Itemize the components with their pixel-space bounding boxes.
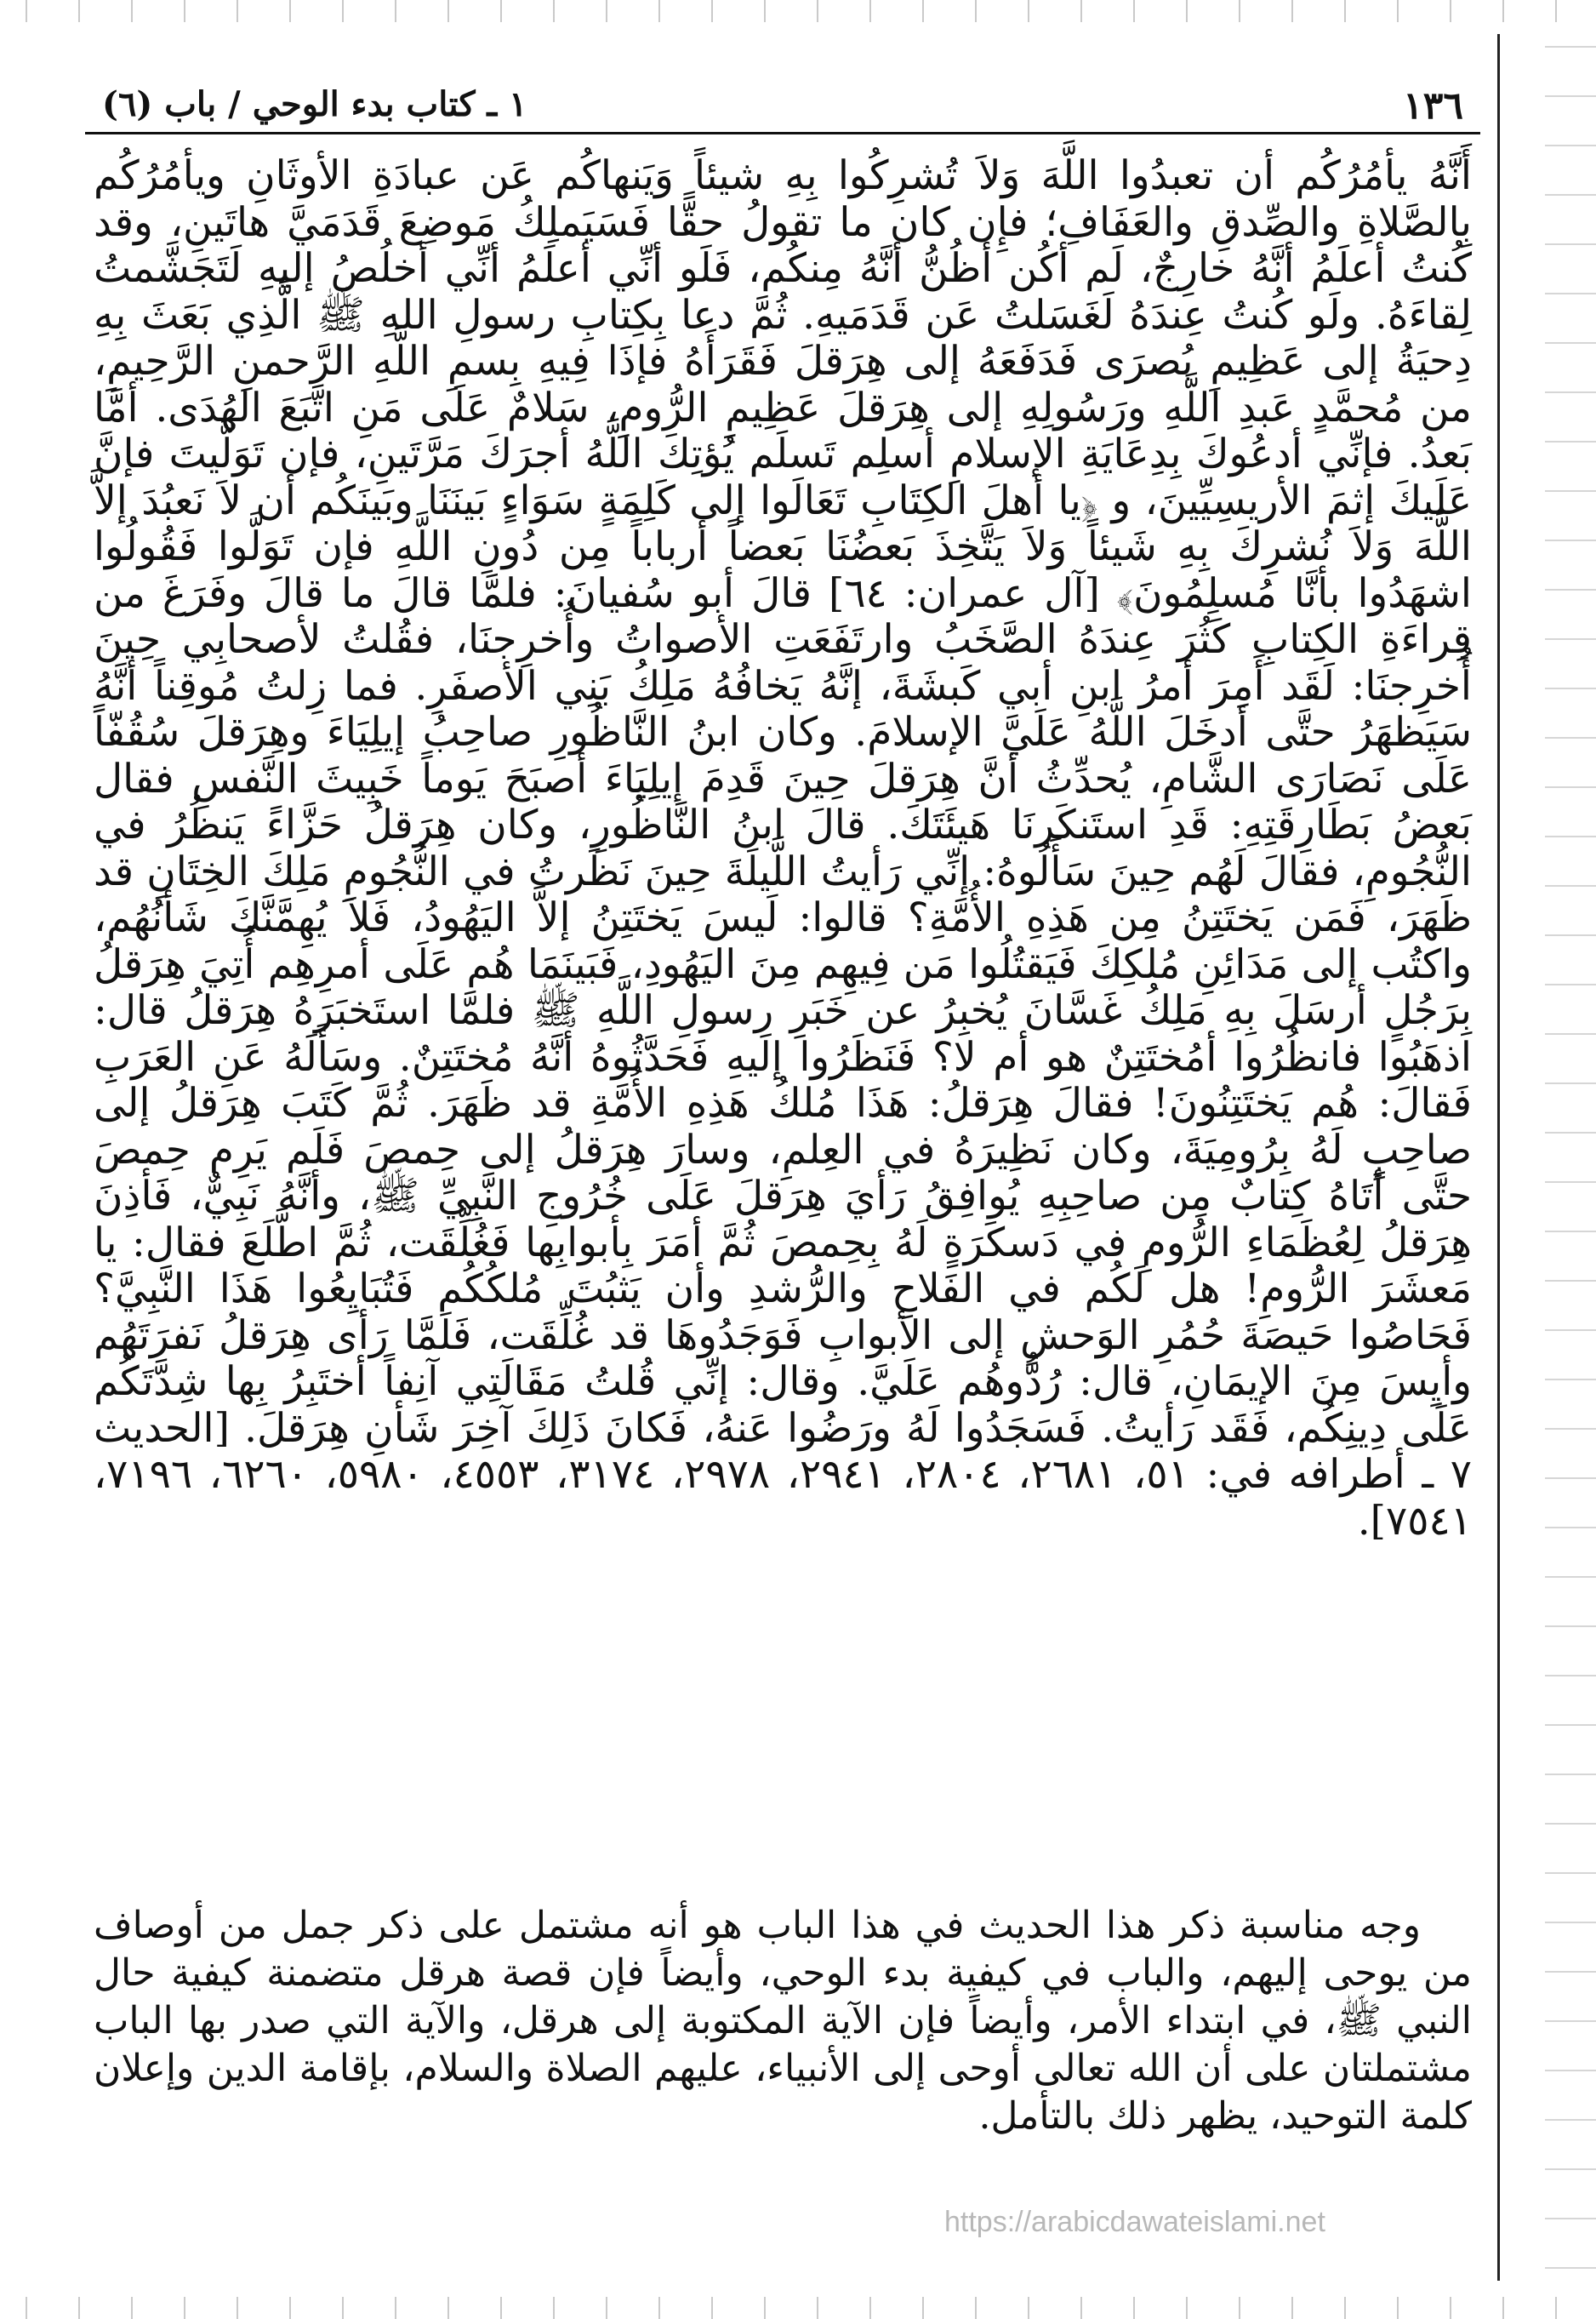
decorative-border-top — [0, 0, 1596, 22]
commentary-block — [94, 1902, 1472, 2140]
decorative-border-right — [1545, 22, 1596, 2297]
page-header — [85, 81, 1480, 134]
watermark-url: https://arabicdawateislami.net — [944, 2206, 1325, 2238]
running-head: ١ ـ كتاب بدء الوحي / باب (٦) — [102, 84, 527, 124]
commentary-paragraph: وجه مناسبة ذكر هذا الحديث في هذا الباب هو أنه مشتمل على ذكر جمل من أوصاف من يوحى إليهم، والباب في كيفية بدء الوحي، وأيضاً فإن قصة هرقل متضمنة كيفية حال النبي ﷺ، في ابتداء الأمر، وأيضاً فإن الآية المكتوبة إلى هرقل، والآية التي صدر بها الباب مشتملتان على أن الله تعالى أوحى إلى الأنبياء، عليهم الصلاة والسلام، بإقامة الدين وإعلان كلمة التوحيد، يظهر ذلك بالتأمل. — [94, 1904, 1473, 2138]
hadith-paragraph: أَنَّهُ يأمُرُكُم أن تعبدُوا اللَّهَ وَلاَ تُشرِكُوا بِهِ شيئاً وَيَنهاكُم عَن عبادَةِ الأوثَانِ ويأمُرُكُم بِالصَّلاةِ والصِّدقِ والعَفَافِ؛ فإِن كان ما تقولُ حقًّا فَسَيَملِكُ مَوضِعَ قَدَمَيَّ هاتَينِ، وقد كُنتُ أعلَمُ أنَّهُ خارِجٌ، لَم أكُن أظُنُّ أنَّهُ مِنكُم، فَلَو أنِّي أعلَمُ أنِّي أخلُصُ إليهِ لَتَجَشَّمتُ لِقاءَهُ. ولَو كُنتُ عِندَهُ لَغَسَلتُ عَن قَدَمَيهِ. ثُمَّ دعا بِكِتابِ رسولِ اللهِ ﷺ الَّذِي بَعَثَ بِهِ دِحيَةُ إلى عَظِيمِ بُصرَى فَدَفَعَهُ إلى هِرَقلَ فَقَرَأَهُ فإذَا فِيهِ بِسمِ اللَّهِ الرَّحمنِ الرَّحِيمِ، من مُحمَّدٍ عَبدِ اللَّهِ ورَسُولِهِ إلى هِرَقلَ عَظِيمِ الرُّومِ، سَلامٌ عَلَى مَنِ اتَّبَعَ الهُدَى. أمَّا بَعدُ. فإنِّي أدعُوكَ بِدِعَايَةِ الإسلامِ أسلِم تَسلَم يُؤتِكَ اللَّهُ أجرَكَ مَرَّتَينِ، فإن تَوَلَّيتَ فإنَّ عَلَيكَ إثمَ الأريسِيِّينَ، و ﴿يا أهلَ الكِتَابِ تَعَالَوا إلى كَلِمَةٍ سَوَاءٍ بَينَنَا وبَينَكُم أن لاَ نَعبُدَ إلاَّ اللَّهَ وَلاَ نُشرِكَ بِهِ شَيئاً وَلاَ يَتَّخِذَ بَعضُنَا بَعضاً أرباباً مِن دُونِ اللَّهِ فإن تَوَلَّوا فَقُولُوا اشهَدُوا بأنَّا مُسلِمُونَ﴾ [آل عمران: ٦٤] قالَ أبو سُفيانَ: فلمَّا قالَ ما قالَ وفَرَغَ من قِراءَةِ الكِتابِ كَثُرَ عِندَهُ الصَّخَبُ وارتَفَعَتِ الأصواتُ وأُخرِجنَا، فقُلتُ لأصحابِي حِينَ أُخرِجنَا: لَقَد أَمِرَ أمرُ ابنِ أبي كَبشَةَ، إنَّهُ يَخافُهُ مَلِكُ بَنِي الأصفَرِ. فما زِلتُ مُوقِناً أنَّهُ سَيَظهَرُ حتَّى أدخَلَ اللَّهُ عَلَيَّ الإسلامَ. وكان ابنُ النَّاظُورِ صاحِبُ إيلِيَاءَ وهِرَقلَ سُقُفّاً عَلَى نَصَارَى الشَّامِ، يُحدِّثُ أنَّ هِرَقلَ حِينَ قَدِمَ إيلِيَاءَ أصبَحَ يَوماً خَبِيثَ النَّفسِ فقال بَعضُ بَطَارِقَتِهِ: قَدِ استَنكَرنَا هَيئَتَكَ. قالَ ابنُ النَّاظُورِ، وكان هِرَقلُ حَزَّاءً يَنظُرُ في النُّجُومِ، فقالَ لَهُم حِينَ سَأَلُوهُ: إنِّي رَأيتُ اللَّيلَةَ حِينَ نَظَرتُ في النُّجُومِ مَلِكَ الخِتَانِ قد ظَهَرَ، فَمَن يَختَتِنُ مِن هَذِهِ الأُمَّةِ؟ قالوا: لَيسَ يَختَتِنُ إلاَّ اليَهُودُ، فَلاَ يُهِمَّنَّكَ شَأنُهُم، واكتُب إلى مَدَائِنِ مُلكِكَ فَيَقتُلُوا مَن فِيهِم مِنَ اليَهُودِ، فَبَينَمَا هُم عَلَى أمرِهِم أُتِيَ هِرَقلُ بِرَجُلٍ أرسَلَ بِهِ مَلِكُ غَسَّانَ يُخبِرُ عن خَبَرِ رسولِ اللَّهِ ﷺ فلمَّا استَخبَرَهُ هِرَقلُ قال: اذهَبُوا فانظُرُوا أمُختَتِنٌ هو أم لا؟ فَنَظَرُوا إلَيهِ فَحَدَّثُوهُ أنَّهُ مُختَتِنٌ. وسَأَلَهُ عَنِ العَرَبِ فَقالَ: هُم يَختَتِنُونَ! فقالَ هِرَقلُ: هَذَا مُلكُ هَذِهِ الأُمَّةِ قد ظَهَرَ. ثُمَّ كَتَبَ هِرَقلُ إلى صاحِبٍ لَهُ بِرُومِيَةَ، وكان نَظِيرَهُ في العِلمِ، وسارَ هِرَقلُ إلى حِمصَ فَلَم يَرِم حِمصَ حتَّى أتَاهُ كِتابٌ مِن صاحِبِهِ يُوافِقُ رَأيَ هِرَقلَ عَلَى خُرُوجِ النَّبِيِّ ﷺ، وأنَّهُ نَبِيٌّ، فَأذِنَ هِرَقلُ لِعُظَمَاءِ الرُّومِ في دَسكَرَةٍ لَهُ بِحِمصَ ثُمَّ أمَرَ بِأبوابِها فَغُلِّقَت، ثُمَّ اطَّلَعَ فقال: يا مَعشَرَ الرُّومِ! هل لَكُم في الفَلاحِ والرُّشدِ وأن يَثبُتَ مُلكُكُم فَتُبَايِعُوا هَذَا النَّبِيَّ؟ فَحَاصُوا حَيصَةَ حُمُرِ الوَحشِ إلى الأبوابِ فَوَجَدُوهَا قد غُلِّقَت، فَلَمَّا رَأى هِرَقلُ نَفرَتَهُم وأيِسَ مِنَ الإيمَانِ، قال: رُدُّوهُم عَلَيَّ. وقال: إنِّي قُلتُ مَقَالَتِي آنِفاً أختَبِرُ بِها شِدَّتَكُم عَلَى دِينِكُم، فَقَد رَأيتُ. فَسَجَدُوا لَهُ ورَضُوا عَنهُ، فَكانَ ذَلِكَ آخِرَ شَأنِ هِرَقلَ. [الحديث ٧ ـ أطرافه في: ٥١، ٢٦٨١، ٢٨٠٤، ٢٩٤١، ٢٩٧٨، ٣١٧٤، ٤٥٥٣، ٥٩٨٠، ٦٢٦٠، ٧١٩٦، ٧٥٤١]. — [94, 152, 1473, 1545]
hadith-text-block — [94, 153, 1472, 1545]
decorative-border-bottom — [0, 2297, 1596, 2319]
page-number: ١٣٦ — [1403, 84, 1463, 128]
